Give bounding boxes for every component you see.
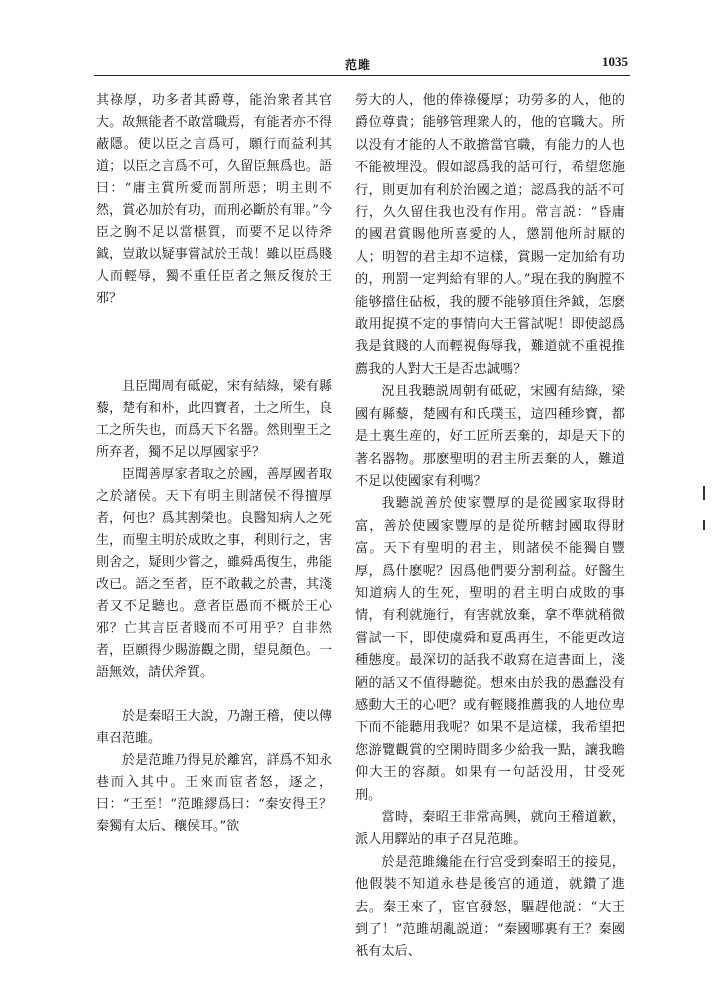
translation-column bbox=[355, 90, 625, 964]
classical-paragraph: 其祿厚，功多者其爵尊，能治衆者其官大。故無能者不敢當職焉，有能者亦不得蔽隱。使以臣之言爲可，願行而益利其道；以臣之言爲不可，久留臣無爲也。語曰：“庸主賞所愛而罰所惡；明主則不然，賞必加於有功，而刑必斷於有罪。”今臣之胸不足以當椹質，而要不足以待斧鉞，豈敢以疑事嘗試於王哉！雖以臣爲賤人而輕辱，獨不重任臣者之無反復於王邪？ bbox=[96, 93, 332, 306]
translation-paragraph: 我聽説善於使家豐厚的是從國家取得財富，善於使國家豐厚的是從所轄封國取得財富。天下有聖明的君主，則諸侯不能獨自豐厚，爲什麽呢？因爲他們要分割利益。好醫生知道病人的生死，聖明的君主明白成敗的事情，有利就施行，有害就放棄，拿不準就稍微嘗試一下，即使虞舜和夏禹再生，不能更改這種態度。最深切的話我不敢寫在這書面上，淺陋的話又不值得聽從。想來由於我的愚蠢没有感動大王的心吧？或有輕賤推薦我的人地位卑下而不能聽用我呢？如果不是這樣，我希望把您游覽觀賞的空閑時間多少給我一點，讓我瞻仰大王的容顏。如果有一句話没用，甘受死刑。 bbox=[355, 496, 625, 803]
header-rule bbox=[94, 75, 630, 76]
translation-paragraph: 當時，秦昭王非常高興，就向王稽道歉，派人用驛站的車子召見范雎。 bbox=[355, 810, 625, 848]
scan-edge-mark bbox=[703, 486, 705, 500]
page-number: 1035 bbox=[602, 54, 628, 69]
classical-paragraph: 且臣聞周有砥砨，宋有結綠，梁有縣藜，楚有和朴，此四寶者，土之所生，良工之所失也，而爲天下名器。然則聖王之所弃者，獨不足以厚國家乎？ bbox=[96, 379, 332, 460]
classical-text-column bbox=[96, 90, 332, 838]
translation-paragraph: 勞大的人，他的俸祿優厚；功勞多的人，他的爵位尊貴；能够管理衆人的，他的官職大。所以没有才能的人不敢擔當官職，有能力的人也不能被埋没。假如認爲我的話可行，希望您施行，則更加有利於治國之道；認爲我的話不可行，久久留住我也没有作用。常言説：“昏庸的國君賞賜他所喜愛的人，懲罰他所討厭的人；明智的君主却不這樣，賞賜一定加給有功的，刑罰一定判給有罪的人。”現在我的胸膛不能够擋住砧板，我的腰不能够頂住斧鉞，怎麽敢用捉摸不定的事情向大王嘗試呢！即使認爲我是貧賤的人而輕視侮辱我，難道就不重視推薦我的人對大王是否忠誠嗎？ bbox=[355, 93, 625, 377]
translation-paragraph: 於是范雎纔能在行宫受到秦昭王的接見，他假裝不知道永巷是後宫的通道，就鑽了進去。秦王來了，宦官發怒，驅趕他説：“大王到了！”范雎胡亂説道：“秦國哪裏有王？秦國衹有太后、 bbox=[355, 854, 625, 960]
scan-edge-mark bbox=[703, 520, 705, 530]
classical-paragraph: 於是秦昭王大說，乃謝王稽，使以傳車召范雎。 bbox=[96, 709, 332, 746]
page-header bbox=[0, 0, 716, 80]
classical-paragraph: 臣聞善厚家者取之於國，善厚國者取之於諸侯。天下有明主則諸侯不得擅厚者，何也？爲其割榮也。良醫知病人之死生，而聖主明於成敗之事，利則行之，害則舍之，疑則少嘗之，雖舜禹復生，弗能改已。語之至者，臣不敢載之於書，其淺者又不足聽也。意者臣愚而不概於王心邪？亡其言臣者賤而不可用乎？自非然者，臣願得少賜游觀之閒，望見顏色。一語無效，請伏斧質。 bbox=[96, 467, 332, 680]
classical-paragraph: 於是范雎乃得見於離宮，詳爲不知永巷而入其中。王來而宦者怒，逐之，曰：“王至！”范雎繆爲曰：“秦安得王？秦獨有太后、穰侯耳。”欲 bbox=[96, 753, 332, 834]
running-title: 范雎 bbox=[344, 58, 371, 72]
translation-paragraph: 況且我聽説周朝有砥砨，宋國有結綠，梁國有縣藜，楚國有和氏璞玉，這四種珍寶，都是土裏生産的，好工匠所丟棄的，却是天下的著名器物。那麽聖明的君主所丟棄的人，難道不足以使國家有利嗎？ bbox=[355, 384, 625, 489]
